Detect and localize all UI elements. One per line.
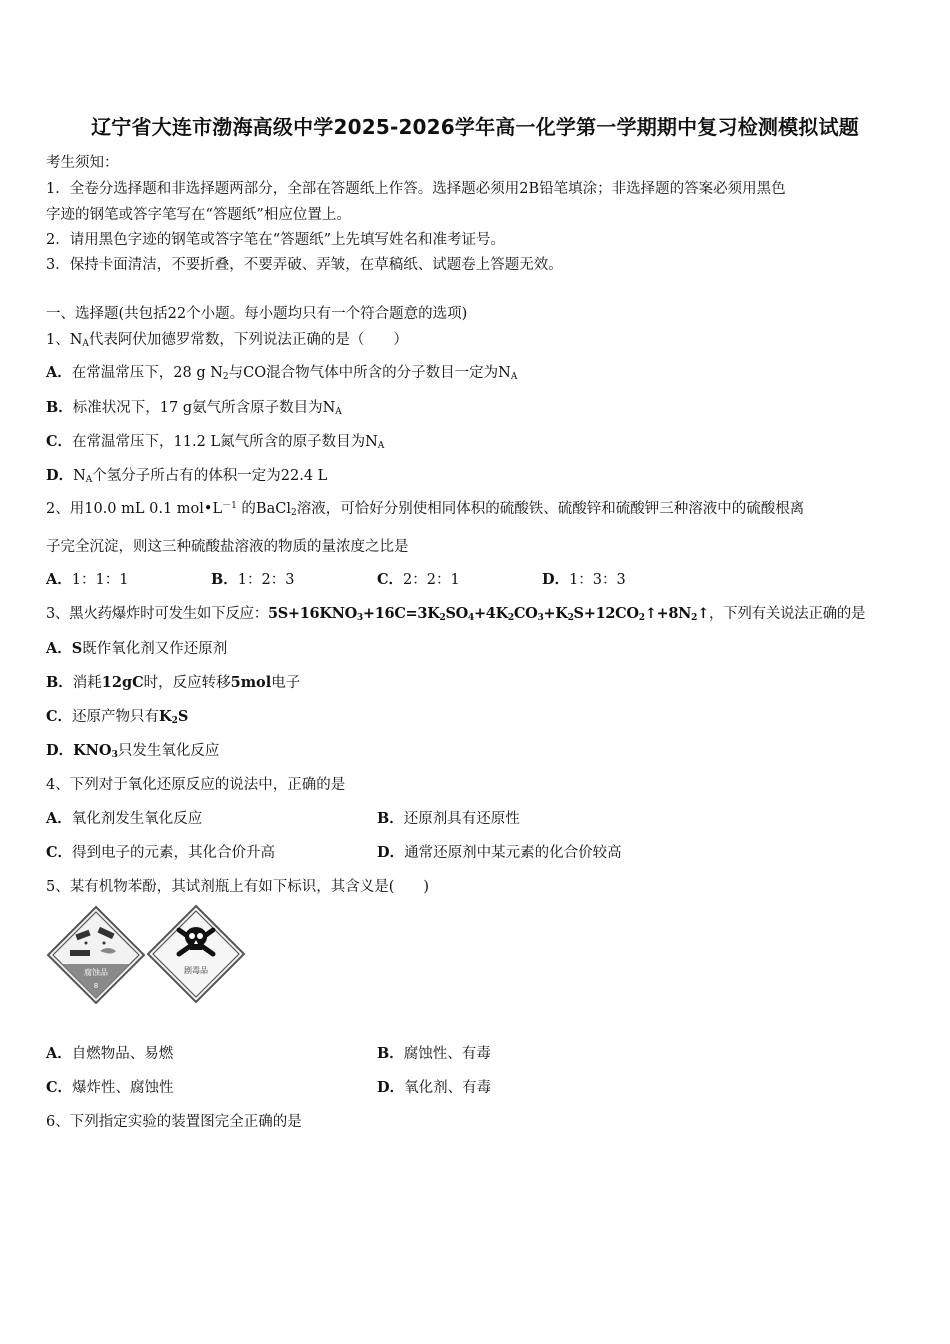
question-5-option-b[interactable]: B．腐蚀性、有毒: [377, 1045, 491, 1062]
toxic-sign-label: 剧毒品: [184, 966, 208, 975]
question-1-option-a[interactable]: A．在常温常压下，28 g $N_2$与CO混合物气体中所含的分子数目一定为$N_A$: [46, 364, 518, 382]
question-2-option-c[interactable]: C．2：2：1: [377, 571, 460, 588]
question-1-option-b[interactable]: B．标准状况下，17 g氨气所含原子数目为$N_A$: [46, 399, 342, 417]
question-3-stem: 3、黑火药爆炸时可发生如下反应：$5S+16KNO_3+16C=3K_2SO_4+4K_2CO_3+K_2S+12CO_2↑+8N_2↑$，下列有关说法正确的是: [46, 605, 866, 623]
question-4-option-d[interactable]: D．通常还原剂中某元素的化合价较高: [377, 844, 622, 861]
question-5-option-d[interactable]: D．氧化剂、有毒: [377, 1079, 492, 1096]
question-5-option-c[interactable]: C．爆炸性、腐蚀性: [46, 1079, 174, 1096]
notice-item-3: 3．保持卡面清洁，不要折叠，不要弄破、弄皱，在草稿纸、试题卷上答题无效。: [46, 257, 563, 273]
question-3-option-b[interactable]: B．消耗12gC时，反应转移5mol电子: [46, 674, 301, 691]
question-4-option-c[interactable]: C．得到电子的元素，其化合价升高: [46, 844, 276, 861]
notice-heading: 考生须知：: [46, 155, 119, 171]
question-4-option-a[interactable]: A．氧化剂发生氧化反应: [46, 810, 203, 827]
notice-item-1b: 字迹的钢笔或答字笔写在“答题纸”相应位置上。: [46, 207, 351, 223]
question-1-option-d[interactable]: D．$N_A$个氢分子所占有的体积一定为22.4 L: [46, 467, 328, 485]
question-1-option-c[interactable]: C．在常温常压下，11.2 L氮气所含的原子数目为$N_A$: [46, 433, 385, 451]
corrosive-sign-class: 8: [93, 982, 99, 990]
section-heading: 一、选择题(共包括22个小题。每小题均只有一个符合题意的选项): [46, 306, 468, 322]
question-3-option-c[interactable]: C．还原产物只有$K_2S$: [46, 708, 189, 726]
question-4-stem: 4、下列对于氧化还原反应的说法中，正确的是: [46, 777, 346, 793]
question-2-option-b[interactable]: B．1：2：3: [211, 571, 295, 588]
toxic-hazard-sign: [146, 904, 246, 1004]
corrosive-hazard-sign: [46, 905, 146, 1005]
notice-item-2: 2．请用黑色字迹的钢笔或答字笔在“答题纸”上先填写姓名和准考证号。: [46, 232, 506, 248]
question-6-stem: 6、下列指定实验的装置图完全正确的是: [46, 1114, 302, 1130]
question-4-option-b[interactable]: B．还原剂具有还原性: [377, 810, 520, 827]
corrosive-sign-label: 腐蚀品: [84, 968, 108, 977]
notice-item-1a: 1．全卷分选择题和非选择题两部分，全部在答题纸上作答。选择题必须用2B铅笔填涂；非选择题的答案必须用黑色: [46, 181, 786, 197]
question-2-stem-line-2: 子完全沉淀，则这三种硫酸盐溶液的物质的量浓度之比是: [46, 539, 409, 555]
question-5-stem: 5、某有机物苯酚，其试剂瓶上有如下标识，其含义是( ): [46, 879, 430, 895]
question-1-stem: 1、$N_A$代表阿伏加德罗常数，下列说法正确的是（ ）: [46, 332, 408, 349]
reaction-equation: $5S+16KNO_3+16C=3K_2SO_4+4K_2CO_3+K_2S+12CO_2↑+8N_2↑$: [267, 605, 709, 623]
question-5-option-a[interactable]: A．自燃物品、易燃: [46, 1045, 174, 1062]
question-2-option-a[interactable]: A．1：1：1: [46, 571, 129, 588]
question-3-option-d[interactable]: D．$KNO_3$只发生氧化反应: [46, 742, 220, 760]
page-title: 辽宁省大连市渤海高级中学2025-2026学年高一化学第一学期期中复习检测模拟试题: [91, 115, 859, 139]
question-3-option-a[interactable]: A．S既作氧化剂又作还原剂: [46, 640, 228, 657]
question-2-stem-line-1: 2、用10.0 mL 0.1 $mol•L^{-1}$ 的BaCl$_2$溶液，可恰好分别使相同体积的硫酸铁、硫酸锌和硫酸钾三种溶液中的硫酸根离: [46, 501, 805, 518]
question-2-option-d[interactable]: D．1：3：3: [542, 571, 626, 588]
